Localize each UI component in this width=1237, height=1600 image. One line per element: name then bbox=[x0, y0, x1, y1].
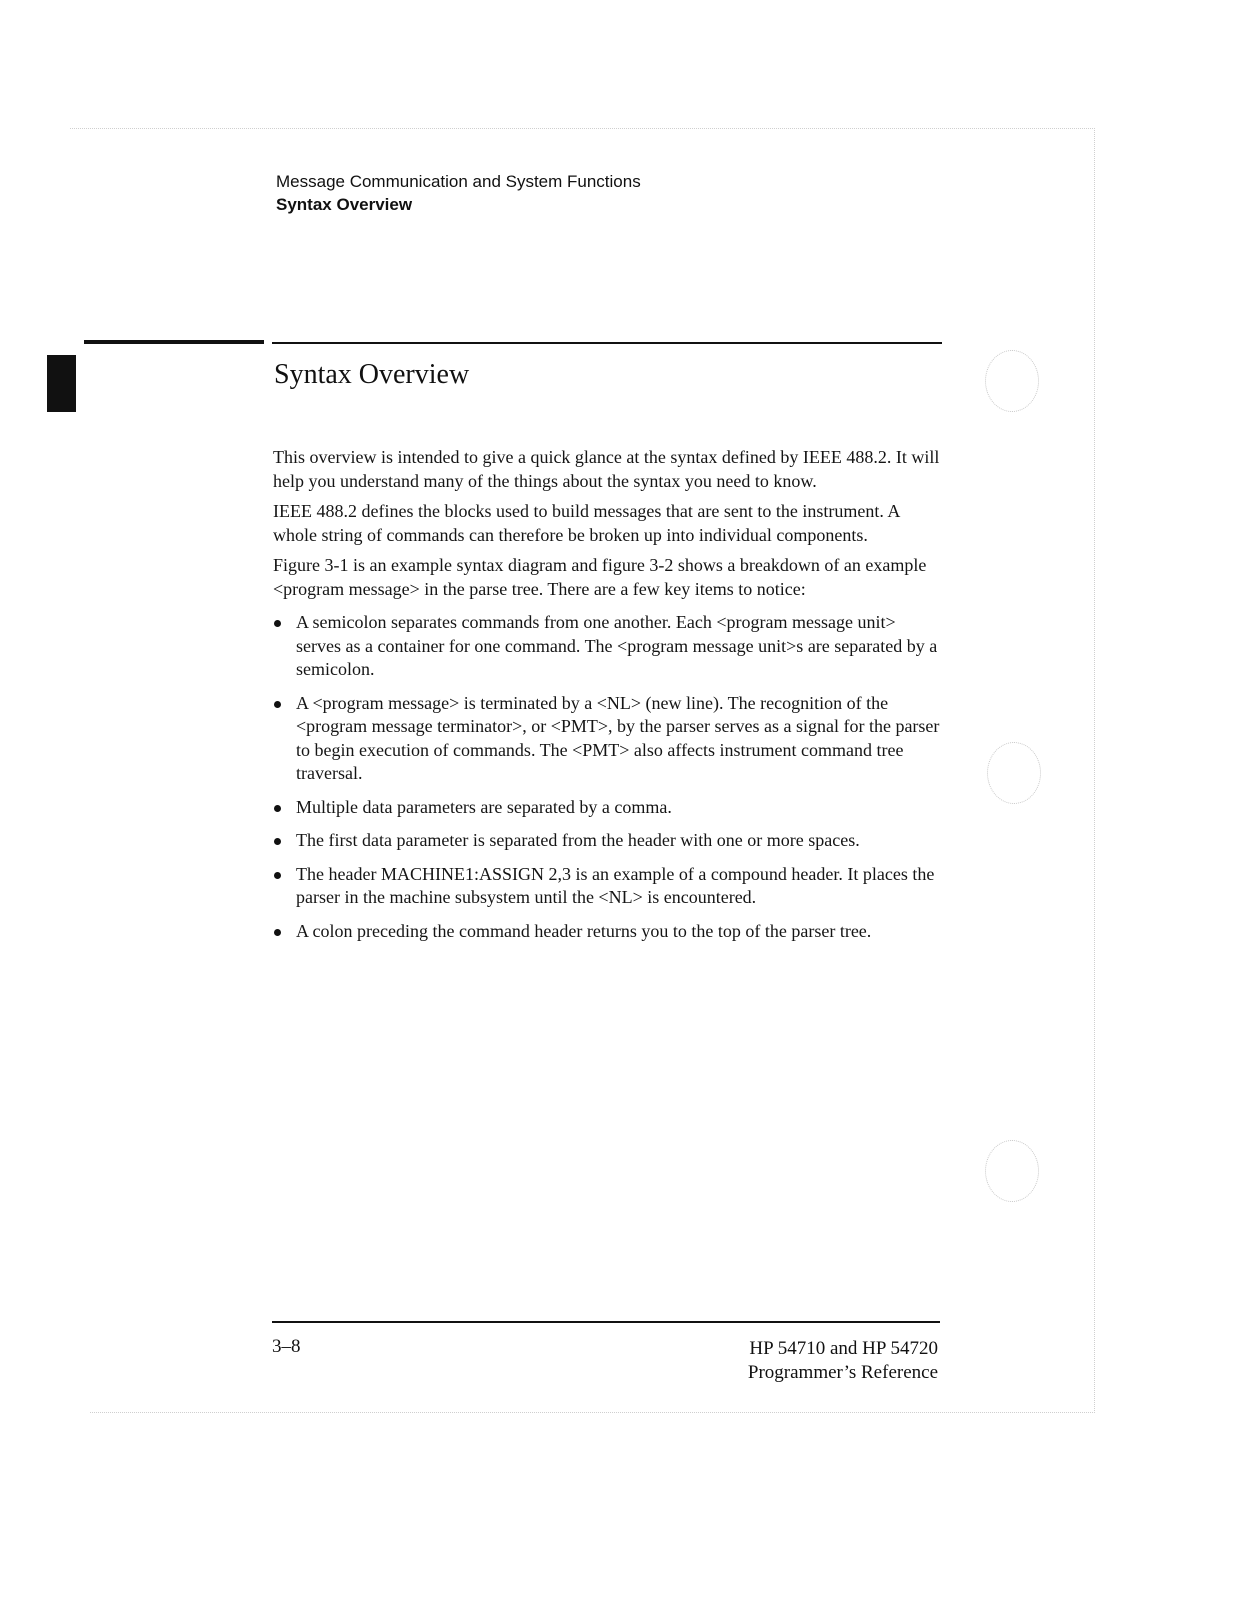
scan-border-top bbox=[70, 128, 1095, 129]
section-rule-left bbox=[84, 340, 264, 344]
running-head bbox=[276, 170, 641, 216]
scan-border-bottom bbox=[90, 1412, 1095, 1413]
bullet-icon bbox=[274, 872, 281, 879]
bullet-icon bbox=[274, 929, 281, 936]
section-title: Syntax Overview bbox=[274, 359, 470, 390]
bullet-icon bbox=[274, 701, 281, 708]
paragraph: Figure 3-1 is an example syntax diagram and figure 3-2 shows a breakdown of an example <program message> in the parse tree. There are a few key items to notice: bbox=[273, 555, 927, 599]
binder-hole-middle bbox=[987, 742, 1041, 804]
bullet-icon bbox=[274, 838, 281, 845]
body-text bbox=[273, 446, 943, 953]
bullet-text: The first data parameter is separated from the header with one or more spaces. bbox=[296, 830, 860, 850]
running-head-section: Syntax Overview bbox=[276, 195, 413, 214]
bullet-item bbox=[273, 692, 943, 786]
footer-rule bbox=[272, 1321, 940, 1323]
bullet-text: A colon preceding the command header returns you to the top of the parser tree. bbox=[296, 920, 872, 941]
page-number: 3–8 bbox=[272, 1336, 301, 1357]
bullet-icon bbox=[274, 805, 281, 812]
binder-hole-top bbox=[985, 350, 1039, 412]
bullet-list bbox=[273, 611, 943, 943]
bullet-text: A <program message> is terminated by a <NL> (new line). The recognition of the <program message terminator>, or <PMT>, by the parser serves as a signal for the parser to begin execution of commands. The <PMT> also affects instrument command tree traversal. bbox=[296, 692, 940, 783]
binder-hole-bottom bbox=[985, 1140, 1039, 1202]
footer-title bbox=[748, 1337, 938, 1385]
bullet-text: A semicolon separates commands from one another. Each <program message unit> serves as a container for one command. The <program message unit>s are separated by a semicolon. bbox=[296, 612, 938, 679]
bullet-text: The header MACHINE1:ASSIGN 2,3 is an example of a compound header. It places the parser in the machine subsystem until the <NL> is encountered. bbox=[296, 863, 935, 907]
change-bar bbox=[47, 355, 76, 412]
bullet-item bbox=[273, 920, 943, 944]
bullet-item bbox=[273, 611, 943, 682]
bullet-icon bbox=[274, 620, 281, 627]
paragraph: This overview is intended to give a quick glance at the syntax defined by IEEE 488.2. It will help you understand many of the things about the syntax you need to know. bbox=[273, 447, 940, 491]
paragraph: IEEE 488.2 defines the blocks used to build messages that are sent to the instrument. A whole string of commands can therefore be broken up into individual components. bbox=[273, 501, 900, 545]
bullet-item bbox=[273, 829, 943, 853]
footer-title-line1: HP 54710 and HP 54720 bbox=[749, 1338, 938, 1359]
footer-title-line2: Programmer’s Reference bbox=[747, 1362, 938, 1383]
bullet-item bbox=[273, 796, 943, 820]
running-head-chapter: Message Communication and System Functions bbox=[276, 172, 641, 191]
scan-border-right bbox=[1094, 128, 1095, 1413]
bullet-item bbox=[273, 863, 943, 910]
section-rule bbox=[272, 342, 942, 344]
bullet-text: Multiple data parameters are separated by a comma. bbox=[296, 796, 672, 817]
